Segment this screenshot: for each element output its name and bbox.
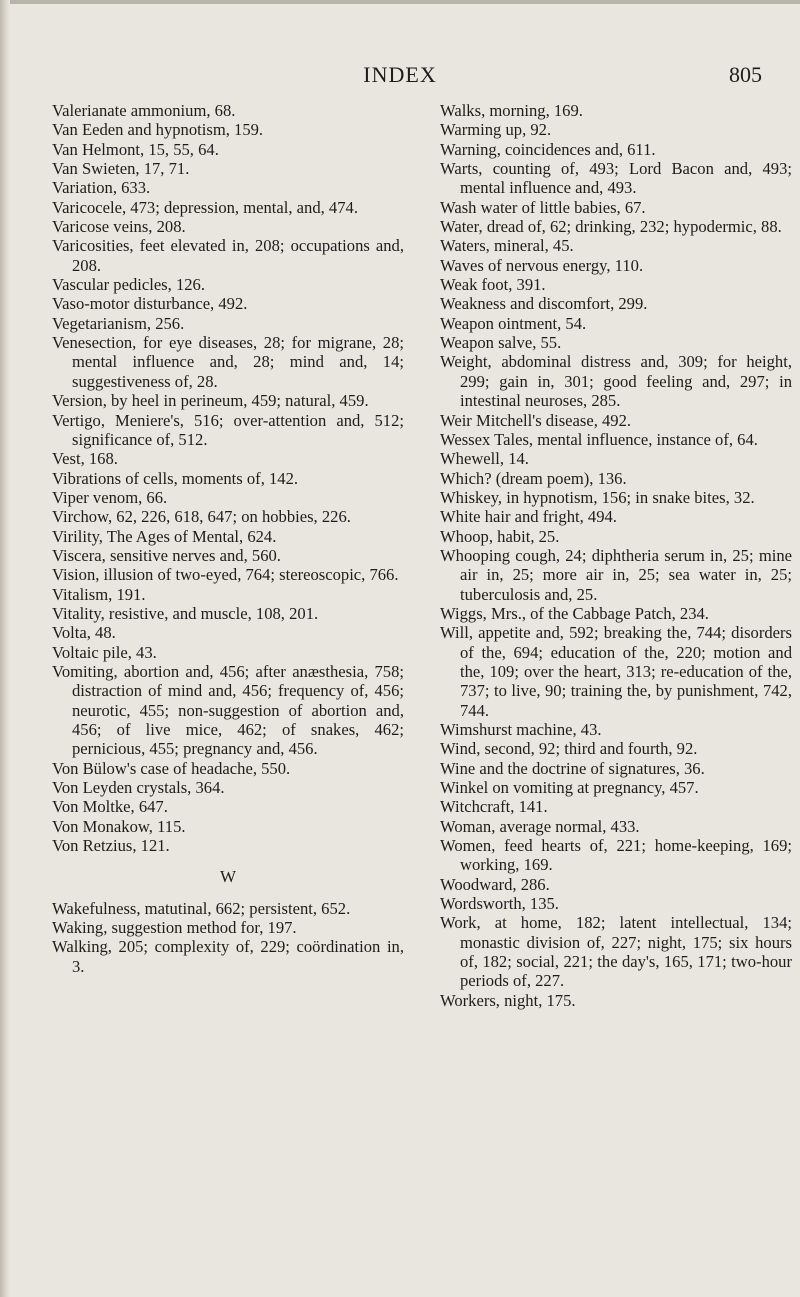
index-entry: Virchow, 62, 226, 618, 647; on hobbies, 226.: [52, 507, 351, 527]
index-entry: Vitality, resistive, and muscle, 108, 201.: [52, 603, 319, 623]
index-entry: Witchcraft, 141.: [440, 797, 548, 817]
index-entry: Wessex Tales, mental influence, instance of, 64.: [440, 429, 758, 449]
index-entry: Whewell, 14.: [440, 449, 529, 469]
index-entry: Weakness and discomfort, 299.: [440, 294, 648, 314]
index-entry: Viscera, sensitive nerves and, 560.: [52, 545, 281, 565]
index-entry: Vascular pedicles, 126.: [52, 275, 205, 295]
index-entry: Von Moltke, 647.: [52, 797, 168, 817]
index-entry: White hair and fright, 494.: [440, 507, 617, 527]
index-entry: Weight, abdominal distress and, 309; for height, 299; gain in, 301; good feeling and, 297; in intestinal neuroses, 285.: [440, 352, 792, 411]
index-entry: Woman, average normal, 433.: [440, 816, 640, 836]
index-entry: Van Helmont, 15, 55, 64.: [52, 139, 219, 159]
index-list-v: [52, 101, 404, 855]
index-entry: Wakefulness, matutinal, 662; persistent, 652.: [52, 898, 351, 918]
index-entry: Woodward, 286.: [440, 874, 550, 894]
index-entry: Wind, second, 92; third and fourth, 92.: [440, 739, 698, 759]
index-entry: Von Retzius, 121.: [52, 836, 170, 856]
index-list-w: [52, 899, 404, 976]
index-entry: Wordsworth, 135.: [440, 894, 559, 914]
index-entry: Van Eeden and hypnotism, 159.: [52, 120, 264, 140]
index-entry: Vegetarianism, 256.: [52, 313, 185, 333]
index-entry: Van Swieten, 17, 71.: [52, 159, 190, 179]
page-number: 805: [729, 62, 762, 87]
index-entry: Varicocele, 473; depression, mental, and, 474.: [52, 197, 358, 217]
index-entry: Whiskey, in hypnotism, 156; in snake bites, 32.: [440, 487, 755, 507]
index-entry: Work, at home, 182; latent intellectual, 134; monastic division of, 227; night, 175; six hours of, 182; social, 221; the day's, 165, 171; two-hour periods of, 227.: [440, 913, 792, 991]
index-entry: Varicose veins, 208.: [52, 217, 186, 237]
index-entry: Wine and the doctrine of signatures, 36.: [440, 758, 705, 778]
index-entry: Weapon ointment, 54.: [440, 313, 587, 333]
index-entry: Version, by heel in perineum, 459; natural, 459.: [52, 391, 369, 411]
index-entry: Weak foot, 391.: [440, 275, 546, 295]
index-entry: Weir Mitchell's disease, 492.: [440, 410, 632, 430]
index-entry: Vertigo, Meniere's, 516; over-attention and, 512; significance of, 512.: [52, 410, 404, 449]
index-entry: Vomiting, abortion and, 456; after anæsthesia, 758; distraction of mind and, 456; frequency of, 456; neurotic, 455; non-suggestion of abortion and, 456; of live mice, 462; of snakes, 462; pernicious, 455; pregnancy and, 456.: [52, 661, 404, 759]
page-binding-edge: [0, 0, 10, 1297]
index-entry: Which? (dream poem), 136.: [440, 468, 627, 488]
left-column: [52, 101, 404, 976]
index-entry: Vibrations of cells, moments of, 142.: [52, 468, 299, 488]
top-rule: [0, 0, 800, 4]
index-entry: Vision, illusion of two-eyed, 764; stereoscopic, 766.: [52, 565, 399, 585]
index-entry: Voltaic pile, 43.: [52, 642, 157, 662]
section-letter: W: [219, 867, 237, 887]
index-entry: Waves of nervous energy, 110.: [440, 255, 644, 275]
index-entry: Whooping cough, 24; diphtheria serum in, 25; mine air in, 25; more air in, 25; sea water in, 25; tuberculosis and, 25.: [440, 545, 792, 604]
index-entry: Varicosities, feet elevated in, 208; occupations and, 208.: [52, 236, 404, 275]
index-entry: Warts, counting of, 493; Lord Bacon and, 493; mental influence and, 493.: [440, 159, 792, 198]
page-header: [0, 62, 800, 88]
index-entry: Wimshurst machine, 43.: [440, 720, 602, 739]
index-entry: Water, dread of, 62; drinking, 232; hypodermic, 88.: [440, 217, 782, 237]
index-entry: Winkel on vomiting at pregnancy, 457.: [440, 778, 699, 798]
index-entry: Valerianate ammonium, 68.: [52, 101, 236, 120]
index-entry: Walking, 205; complexity of, 229; coördination in, 3.: [52, 937, 404, 976]
index-entry: Women, feed hearts of, 221; home-keeping, 169; working, 169.: [440, 836, 792, 875]
index-entry: Wiggs, Mrs., of the Cabbage Patch, 234.: [440, 603, 709, 623]
index-entry: Vaso-motor disturbance, 492.: [52, 294, 248, 314]
index-entry: Von Bülow's case of headache, 550.: [52, 758, 291, 778]
page-title: INDEX: [363, 62, 437, 87]
index-entry: Viper venom, 66.: [52, 487, 168, 507]
right-column: [440, 101, 792, 1010]
index-entry: Walks, morning, 169.: [440, 101, 583, 120]
index-entry: Von Monakow, 115.: [52, 816, 186, 836]
index-entry: Variation, 633.: [52, 178, 151, 198]
index-entry: Waking, suggestion method for, 197.: [52, 918, 297, 938]
index-entry: Workers, night, 175.: [440, 990, 576, 1010]
index-entry: Wash water of little babies, 67.: [440, 197, 646, 217]
index-entry: Von Leyden crystals, 364.: [52, 778, 225, 798]
index-entry: Virility, The Ages of Mental, 624.: [52, 526, 277, 546]
index-entry: Waters, mineral, 45.: [440, 236, 574, 256]
index-entry: Whoop, habit, 25.: [440, 526, 560, 546]
index-entry: Vest, 168.: [52, 449, 118, 469]
index-entry: Vitalism, 191.: [52, 584, 146, 604]
index-entry: Warming up, 92.: [440, 120, 552, 140]
index-entry: Volta, 48.: [52, 623, 116, 643]
index-entry: Will, appetite and, 592; breaking the, 744; disorders of the, 694; education of the, 220; motion and the, 109; over the heart, 313; re-education of the, 737; to live, 90; training the, by punishment, 742, 744.: [440, 623, 792, 720]
index-entry: Weapon salve, 55.: [440, 333, 562, 353]
index-entry: Warning, coincidences and, 611.: [440, 139, 656, 159]
index-entry: Venesection, for eye diseases, 28; for migrane, 28; mental influence and, 28; mind and, 14; suggestiveness of, 28.: [52, 333, 404, 391]
